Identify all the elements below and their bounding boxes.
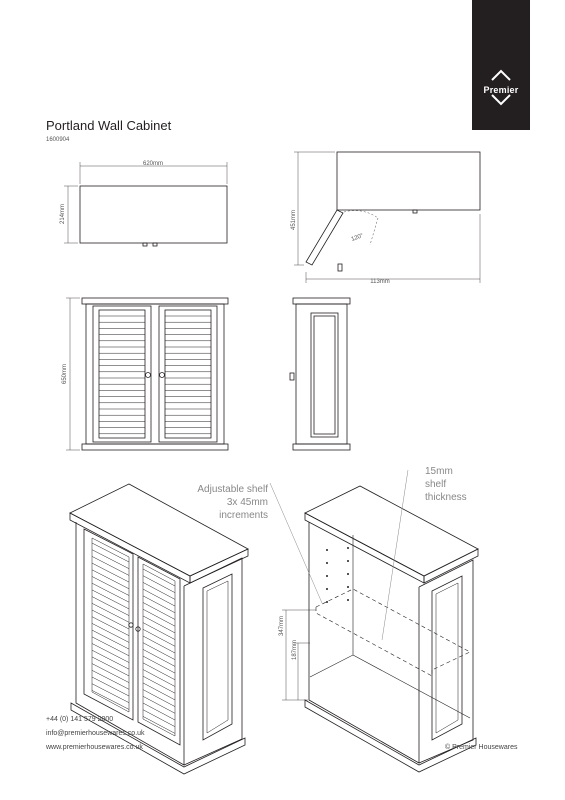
louvre-line [143, 609, 175, 626]
shelf-hole [347, 586, 349, 588]
shelf-hole [347, 547, 349, 549]
shelf-hole [347, 560, 349, 562]
shelf-hole [326, 601, 328, 603]
louvre-line [143, 596, 175, 613]
page-title: Portland Wall Cabinet [46, 118, 172, 133]
louvre-line [143, 710, 175, 727]
shelf-pos-2-label: 187mm [292, 639, 298, 661]
louvre-line [143, 696, 175, 713]
louvre-line [143, 649, 175, 666]
louvre-line [143, 636, 175, 653]
louvre-line [143, 616, 175, 633]
shelf-note-line3: increments [219, 510, 268, 521]
louvre-line [143, 716, 175, 733]
shelf-note-line2: 3x 45mm [226, 497, 268, 508]
louvre-line [143, 683, 175, 700]
height-label: 650mm [62, 363, 68, 385]
footer-copyright: © Premier Housewares [445, 744, 518, 751]
shelf-hole [326, 549, 328, 551]
shelf-hole [326, 588, 328, 590]
side-elevation [290, 298, 350, 450]
annotations [197, 466, 466, 521]
louvre-line [143, 690, 175, 707]
shelf-pos-1-label: 347mm [279, 615, 285, 637]
louvre-line [143, 670, 175, 687]
louvre-line [143, 623, 175, 640]
louvre-line [143, 589, 175, 606]
product-code: 1600904 [46, 137, 70, 143]
depth-open-label: 451mm [291, 209, 297, 231]
louvre-line [143, 643, 175, 660]
thickness-note-line1: 15mm [425, 466, 453, 477]
thickness-note-line3: thickness [425, 492, 467, 503]
brand-logo-text: Premier [483, 85, 519, 95]
iso-open [270, 470, 478, 772]
shelf-hole [347, 599, 349, 601]
louvre-line [143, 603, 175, 620]
louvre-line [143, 569, 175, 586]
louvre-line [143, 656, 175, 673]
louvre-line [143, 663, 175, 680]
depth-label: 214mm [60, 203, 66, 225]
louvre-line [143, 676, 175, 693]
swing-width-label: 113mm [370, 279, 390, 285]
louvre-line [143, 582, 175, 599]
shelf-hole [326, 575, 328, 577]
footer-website[interactable]: www.premierhousewares.co.uk [46, 744, 143, 751]
louvre-line [143, 629, 175, 646]
footer-phone: +44 (0) 141 579 2000 [46, 716, 114, 723]
louvre-line [143, 703, 175, 720]
thickness-note-line2: shelf [425, 479, 447, 490]
top-view-door-open [291, 152, 480, 285]
width-label-top: 620mm [142, 161, 164, 167]
shelf-hole [347, 573, 349, 575]
top-view [60, 161, 227, 246]
door-angle-label: 120° [350, 232, 365, 243]
shelf-hole [326, 562, 328, 564]
front-elevation [62, 298, 228, 450]
footer-email[interactable]: info@premierhousewares.co.uk [46, 730, 145, 737]
shelf-note-line1: Adjustable shelf [197, 484, 268, 495]
